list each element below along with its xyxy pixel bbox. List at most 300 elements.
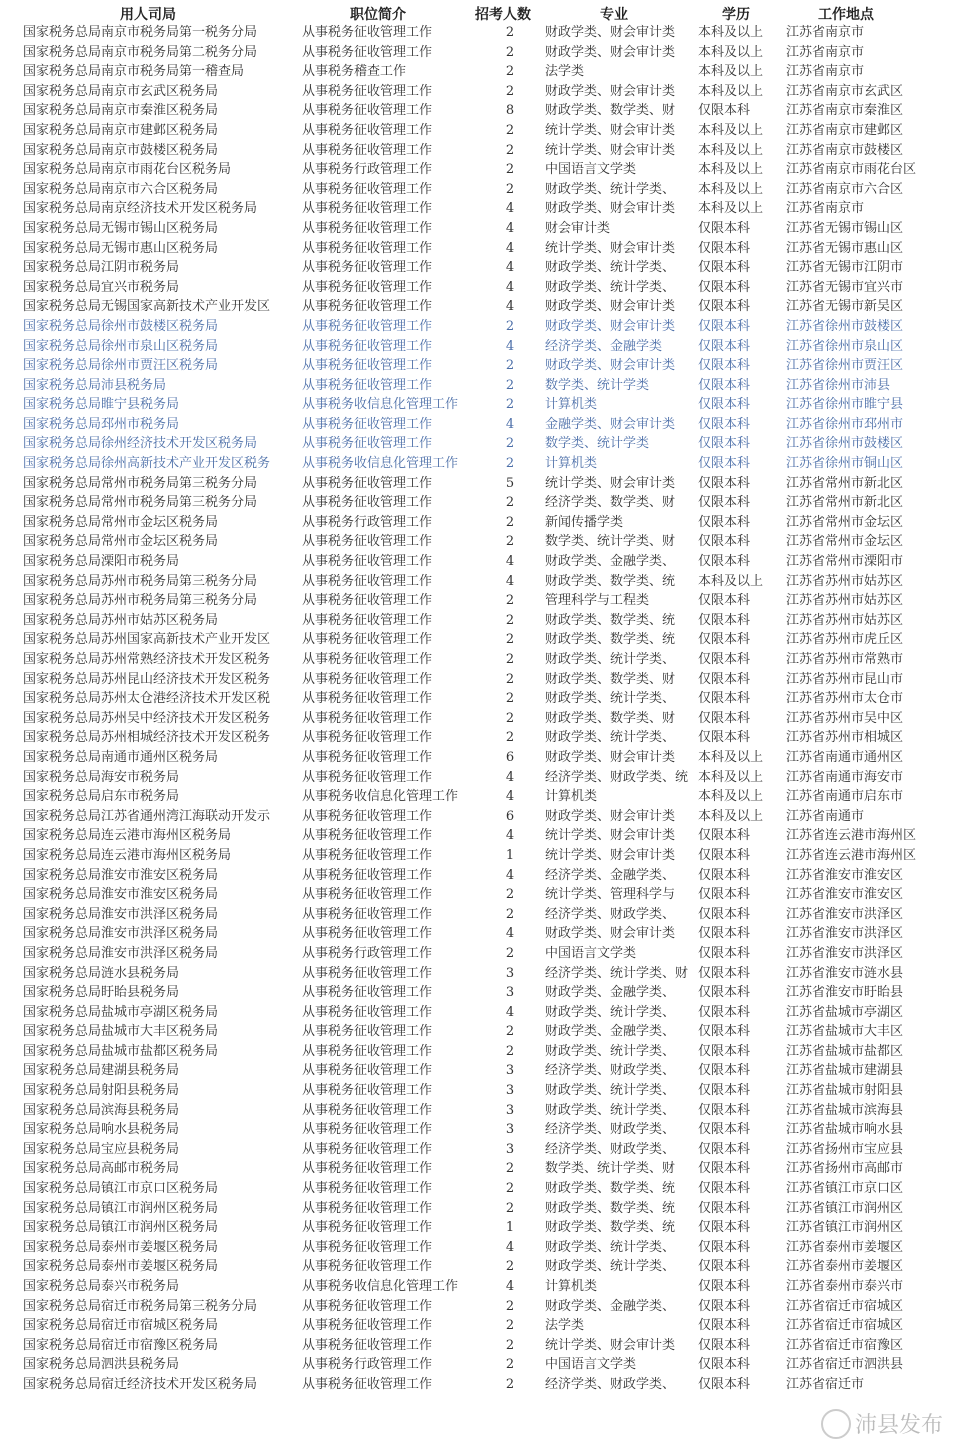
location-cell: 江苏省常州市溧阳市 [786,554,904,570]
org-cell: 国家税务总局江阴市税务局 [23,260,180,276]
major-cell: 财政学类、统计学类、 [545,1239,676,1255]
table-row [0,709,953,729]
major-cell: 财政学类、财会审计类 [545,299,676,315]
table-row [0,1336,953,1356]
org-cell: 国家税务总局无锡市锡山区税务局 [23,220,219,236]
org-cell: 国家税务总局镇江市润州区税务局 [23,1220,219,1236]
edu-cell: 仅限本科 [698,1298,751,1314]
count-cell: 5 [505,475,515,491]
major-cell: 金融学类、财会审计类 [545,416,676,432]
count-cell: 4 [505,279,515,295]
location-cell: 江苏省盐城市盐都区 [786,1043,904,1059]
location-cell: 江苏省南京市 [786,201,865,217]
major-cell: 财政学类、财会审计类 [545,44,676,60]
org-cell: 国家税务总局滨海县税务局 [23,1102,180,1118]
location-cell: 江苏省宿迁市宿城区 [786,1318,904,1334]
major-cell: 新闻传播学类 [545,514,624,530]
job-cell: 从事税务征收管理工作 [302,554,433,570]
location-cell: 江苏省盐城市射阳县 [786,1083,904,1099]
major-cell: 统计学类、财会审计类 [545,142,676,158]
org-cell: 国家税务总局宝应县税务局 [23,1141,180,1157]
table-row [0,944,953,964]
job-cell: 从事税务征收管理工作 [302,632,433,648]
job-cell: 从事税务征收管理工作 [302,318,433,334]
location-cell: 江苏省淮安市洪泽区 [786,945,904,961]
major-cell: 财政学类、统计学类、 [545,1004,676,1020]
edu-cell: 本科及以上 [698,789,764,805]
org-cell: 国家税务总局射阳县税务局 [23,1083,180,1099]
header-org: 用人司局 [120,7,176,23]
table-row [0,1179,953,1199]
major-cell: 财政学类、统计学类、 [545,1259,676,1275]
table-row [0,1159,953,1179]
table-row [0,1257,953,1277]
location-cell: 江苏省南京市 [786,44,865,60]
org-cell: 国家税务总局涟水县税务局 [23,965,180,981]
job-cell: 从事税务收信息化管理工作 [302,456,459,472]
location-cell: 江苏省连云港市海州区 [786,847,917,863]
count-cell: 4 [505,1239,515,1255]
org-cell: 国家税务总局南京市税务局第二税务分局 [23,44,258,60]
location-cell: 江苏省苏州市姑苏区 [786,612,904,628]
table-row [0,1003,953,1023]
edu-cell: 本科及以上 [698,83,764,99]
job-cell: 从事税务征收管理工作 [302,749,433,765]
edu-cell: 仅限本科 [698,1083,751,1099]
org-cell: 国家税务总局常州市税务局第三税务分局 [23,495,258,511]
major-cell: 计算机类 [545,789,598,805]
count-cell: 4 [505,867,515,883]
org-cell: 国家税务总局泗洪县税务局 [23,1357,180,1373]
major-cell: 财政学类、金融学类、 [545,554,676,570]
table-row [0,239,953,259]
job-cell: 从事税务征收管理工作 [302,1161,433,1177]
major-cell: 财政学类、统计学类、 [545,1083,676,1099]
org-cell: 国家税务总局淮安市淮安区税务局 [23,887,219,903]
count-cell: 2 [505,652,515,667]
location-cell: 江苏省常州市新北区 [786,495,904,511]
header-location: 工作地点 [818,7,874,23]
job-cell: 从事税务征收管理工作 [302,652,433,667]
major-cell: 财政学类、统计学类、 [545,181,676,197]
location-cell: 江苏省连云港市海州区 [786,828,917,844]
job-cell: 从事税务行政管理工作 [302,514,433,530]
edu-cell: 仅限本科 [698,632,751,648]
job-cell: 从事税务征收管理工作 [302,965,433,981]
count-cell: 4 [505,201,515,217]
count-cell: 4 [505,1004,515,1020]
location-cell: 江苏省盐城市滨海县 [786,1102,904,1118]
org-cell: 国家税务总局苏州吴中经济技术开发区税务 [23,710,271,726]
table-row [0,278,953,298]
major-cell: 经济学类、金融学类、 [545,867,676,883]
edu-cell: 仅限本科 [698,847,751,863]
org-cell: 国家税务总局南通市通州区税务局 [23,749,219,765]
location-cell: 江苏省南京市鼓楼区 [786,142,904,158]
org-cell: 国家税务总局常州市税务局第三税务分局 [23,475,258,491]
major-cell: 财政学类、数学类、统 [545,1200,676,1216]
location-cell: 江苏省扬州市高邮市 [786,1161,904,1177]
job-cell: 从事税务征收管理工作 [302,1043,433,1059]
table-row [0,160,953,180]
table-row [0,787,953,807]
count-cell: 2 [505,1259,515,1275]
table-row [0,1061,953,1081]
edu-cell: 仅限本科 [698,1181,751,1197]
count-cell: 2 [505,377,515,393]
org-cell: 国家税务总局淮安市洪泽区税务局 [23,945,219,961]
edu-cell: 仅限本科 [698,377,751,393]
count-cell: 1 [505,1220,515,1236]
location-cell: 江苏省淮安市涟水县 [786,965,904,981]
table-row [0,846,953,866]
job-cell: 从事税务征收管理工作 [302,338,433,354]
org-cell: 国家税务总局连云港市海州区税务局 [23,847,232,863]
edu-cell: 仅限本科 [698,260,751,276]
count-cell: 2 [505,514,515,530]
job-cell: 从事税务行政管理工作 [302,162,433,178]
count-cell: 4 [505,789,515,805]
edu-cell: 仅限本科 [698,1337,751,1353]
location-cell: 江苏省南京市玄武区 [786,83,904,99]
job-cell: 从事税务征收管理工作 [302,1318,433,1334]
job-cell: 从事税务征收管理工作 [302,122,433,138]
job-cell: 从事税务征收管理工作 [302,240,433,256]
header-major: 专业 [600,7,628,23]
table-row [0,395,953,415]
count-cell: 2 [505,671,515,687]
edu-cell: 仅限本科 [698,945,751,961]
job-cell: 从事税务征收管理工作 [302,985,433,1001]
major-cell: 财政学类、数学类、财 [545,710,676,726]
org-cell: 国家税务总局邳州市税务局 [23,416,180,432]
job-cell: 从事税务征收管理工作 [302,495,433,511]
edu-cell: 仅限本科 [698,710,751,726]
edu-cell: 本科及以上 [698,181,764,197]
location-cell: 江苏省淮安市淮安区 [786,867,904,883]
table-row [0,356,953,376]
location-cell: 江苏省南通市海安市 [786,769,904,785]
org-cell: 国家税务总局南京市税务局第一稽查局 [23,64,245,80]
org-cell: 国家税务总局南京市雨花台区税务局 [23,162,232,178]
job-cell: 从事税务征收管理工作 [302,1200,433,1216]
job-cell: 从事税务行政管理工作 [302,945,433,961]
location-cell: 江苏省宿迁市宿豫区 [786,1337,904,1353]
count-cell: 2 [505,1024,515,1040]
count-cell: 4 [505,769,515,785]
count-cell: 4 [505,240,515,256]
org-cell: 国家税务总局苏州市税务局第三税务分局 [23,573,258,589]
location-cell: 江苏省镇江市京口区 [786,1181,904,1197]
table-row [0,1199,953,1219]
edu-cell: 仅限本科 [698,240,751,256]
job-cell: 从事税务征收管理工作 [302,1239,433,1255]
job-cell: 从事税务征收管理工作 [302,279,433,295]
count-cell: 2 [505,1161,515,1177]
edu-cell: 仅限本科 [698,436,751,452]
edu-cell: 仅限本科 [698,220,751,236]
org-cell: 国家税务总局宿迁市宿豫区税务局 [23,1337,219,1353]
job-cell: 从事税务收信息化管理工作 [302,1279,459,1294]
edu-cell: 仅限本科 [698,1004,751,1020]
count-cell: 2 [505,142,515,158]
count-cell: 2 [505,730,515,746]
job-cell: 从事税务征收管理工作 [302,573,433,589]
count-cell: 2 [505,162,515,178]
count-cell: 3 [505,965,515,981]
major-cell: 经济学类、数学类、财 [545,495,676,511]
edu-cell: 仅限本科 [698,1200,751,1216]
table-row [0,23,953,43]
location-cell: 江苏省盐城市亭湖区 [786,1004,904,1020]
org-cell: 国家税务总局淮安市淮安区税务局 [23,867,219,883]
major-cell: 财政学类、财会审计类 [545,201,676,217]
major-cell: 财政学类、统计学类、 [545,279,676,295]
org-cell: 国家税务总局睢宁县税务局 [23,397,180,413]
major-cell: 中国语言文学类 [545,162,637,178]
table-row [0,43,953,63]
edu-cell: 仅限本科 [698,475,751,491]
count-cell: 2 [505,691,515,707]
edu-cell: 仅限本科 [698,906,751,922]
table-row [0,1238,953,1258]
table-row [0,474,953,494]
count-cell: 2 [505,83,515,99]
major-cell: 财政学类、财会审计类 [545,318,676,334]
job-cell: 从事税务征收管理工作 [302,828,433,844]
major-cell: 财会审计类 [545,220,611,236]
count-cell: 2 [505,1298,515,1314]
major-cell: 财政学类、统计学类、 [545,1102,676,1118]
table-row [0,434,953,454]
job-cell: 从事税务征收管理工作 [302,260,433,276]
count-cell: 4 [505,573,515,589]
org-cell: 国家税务总局盐城市大丰区税务局 [23,1024,219,1040]
edu-cell: 仅限本科 [698,397,751,413]
table-row [0,454,953,474]
job-cell: 从事税务征收管理工作 [302,1063,433,1079]
count-cell: 2 [505,1181,515,1197]
edu-cell: 仅限本科 [698,985,751,1001]
major-cell: 经济学类、财政学类、 [545,906,676,922]
job-cell: 从事税务征收管理工作 [302,691,433,707]
table-row [0,532,953,552]
table-row [0,1277,953,1297]
table-row [0,258,953,278]
job-cell: 从事税务征收管理工作 [302,534,433,550]
edu-cell: 本科及以上 [698,749,764,765]
job-cell: 从事税务征收管理工作 [302,358,433,374]
org-cell: 国家税务总局江苏省通州湾江海联动开发示 [23,808,271,824]
table-row [0,728,953,748]
job-cell: 从事税务征收管理工作 [302,44,433,60]
major-cell: 计算机类 [545,456,598,472]
location-cell: 江苏省南京市 [786,64,865,80]
location-cell: 江苏省泰州市姜堰区 [786,1259,904,1275]
location-cell: 江苏省宿迁市 [786,1376,865,1392]
location-cell: 江苏省无锡市惠山区 [786,240,904,256]
org-cell: 国家税务总局淮安市洪泽区税务局 [23,926,219,942]
table-row [0,101,953,121]
job-cell: 从事税务征收管理工作 [302,926,433,942]
edu-cell: 本科及以上 [698,122,764,138]
table-row [0,1355,953,1375]
major-cell: 管理科学与工程类 [545,593,650,609]
org-cell: 国家税务总局南京市税务局第一税务分局 [23,25,258,40]
location-cell: 江苏省盐城市建湖县 [786,1063,904,1079]
location-cell: 江苏省无锡市江阴市 [786,260,904,276]
edu-cell: 仅限本科 [698,338,751,354]
job-cell: 从事税务征收管理工作 [302,83,433,99]
edu-cell: 本科及以上 [698,808,764,824]
table-row [0,905,953,925]
location-cell: 江苏省泰州市姜堰区 [786,1239,904,1255]
location-cell: 江苏省镇江市润州区 [786,1220,904,1236]
org-cell: 国家税务总局宜兴市税务局 [23,279,180,295]
major-cell: 经济学类、财政学类、 [545,1376,676,1392]
major-cell: 统计学类、财会审计类 [545,847,676,863]
count-cell: 2 [505,181,515,197]
edu-cell: 仅限本科 [698,299,751,315]
table-row [0,1081,953,1101]
count-cell: 2 [505,612,515,628]
job-cell: 从事税务征收管理工作 [302,808,433,824]
major-cell: 财政学类、数学类、统 [545,573,676,589]
major-cell: 计算机类 [545,397,598,413]
job-cell: 从事税务征收管理工作 [302,1102,433,1118]
header-edu: 学历 [722,7,750,23]
org-cell: 国家税务总局常州市金坛区税务局 [23,514,219,530]
table-row [0,1022,953,1042]
major-cell: 财政学类、财会审计类 [545,926,676,942]
job-cell: 从事税务征收管理工作 [302,1376,433,1392]
major-cell: 财政学类、统计学类、 [545,1043,676,1059]
location-cell: 江苏省扬州市宝应县 [786,1141,904,1157]
major-cell: 统计学类、财会审计类 [545,240,676,256]
job-cell: 从事税务征收管理工作 [302,436,433,452]
table-row [0,82,953,102]
table-row [0,1297,953,1317]
org-cell: 国家税务总局建湖县税务局 [23,1063,180,1079]
edu-cell: 仅限本科 [698,867,751,883]
count-cell: 2 [505,397,515,413]
count-cell: 2 [505,44,515,60]
table-header [0,2,953,24]
major-cell: 财政学类、数学类、统 [545,1181,676,1197]
org-cell: 国家税务总局盱眙县税务局 [23,985,180,1001]
count-cell: 2 [505,945,515,961]
edu-cell: 仅限本科 [698,1376,751,1392]
org-cell: 国家税务总局镇江市京口区税务局 [23,1181,219,1197]
edu-cell: 仅限本科 [698,103,751,119]
location-cell: 江苏省镇江市润州区 [786,1200,904,1216]
table-row [0,141,953,161]
location-cell: 江苏省徐州市沛县 [786,377,891,393]
org-cell: 国家税务总局苏州市税务局第三税务分局 [23,593,258,609]
count-cell: 4 [505,554,515,570]
job-cell: 从事税务征收管理工作 [302,1298,433,1314]
major-cell: 经济学类、财政学类、统 [545,769,689,785]
edu-cell: 仅限本科 [698,1043,751,1059]
count-cell: 2 [505,906,515,922]
location-cell: 江苏省南通市启东市 [786,789,904,805]
location-cell: 江苏省苏州市吴中区 [786,710,904,726]
org-cell: 国家税务总局启东市税务局 [23,789,180,805]
location-cell: 江苏省苏州市昆山市 [786,671,904,687]
table-row [0,337,953,357]
edu-cell: 本科及以上 [698,25,764,40]
edu-cell: 仅限本科 [698,1161,751,1177]
location-cell: 江苏省宿迁市泗洪县 [786,1357,904,1373]
job-cell: 从事税务征收管理工作 [302,593,433,609]
recruitment-table [0,23,953,1395]
job-cell: 从事税务收信息化管理工作 [302,397,459,413]
edu-cell: 仅限本科 [698,1357,751,1373]
count-cell: 4 [505,1279,515,1294]
table-row [0,768,953,788]
count-cell: 3 [505,1063,515,1079]
location-cell: 江苏省苏州市常熟市 [786,652,904,667]
edu-cell: 仅限本科 [698,1122,751,1138]
job-cell: 从事税务征收管理工作 [302,710,433,726]
job-cell: 从事税务征收管理工作 [302,867,433,883]
org-cell: 国家税务总局海安市税务局 [23,769,180,785]
count-cell: 2 [505,1376,515,1392]
count-cell: 3 [505,1083,515,1099]
count-cell: 2 [505,358,515,374]
org-cell: 国家税务总局徐州经济技术开发区税务局 [23,436,258,452]
location-cell: 江苏省苏州市虎丘区 [786,632,904,648]
org-cell: 国家税务总局徐州高新技术产业开发区税务 [23,456,271,472]
edu-cell: 仅限本科 [698,730,751,746]
major-cell: 财政学类、数学类、统 [545,1220,676,1236]
edu-cell: 仅限本科 [698,318,751,334]
location-cell: 江苏省淮安市盱眙县 [786,985,904,1001]
location-cell: 江苏省徐州市贾汪区 [786,358,904,374]
table-row [0,1042,953,1062]
count-cell: 1 [505,847,515,863]
edu-cell: 仅限本科 [698,887,751,903]
major-cell: 数学类、统计学类 [545,436,650,452]
major-cell: 经济学类、财政学类、 [545,1063,676,1079]
org-cell: 国家税务总局无锡国家高新技术产业开发区 [23,299,271,315]
count-cell: 2 [505,1337,515,1353]
edu-cell: 仅限本科 [698,1279,751,1294]
location-cell: 江苏省徐州市鼓楼区 [786,318,904,334]
location-cell: 江苏省苏州市太仓市 [786,691,904,707]
job-cell: 从事税务征收管理工作 [302,671,433,687]
count-cell: 4 [505,926,515,942]
major-cell: 数学类、统计学类 [545,377,650,393]
count-cell: 8 [505,103,515,119]
job-cell: 从事税务征收管理工作 [302,847,433,863]
location-cell: 江苏省盐城市响水县 [786,1122,904,1138]
header-job: 职位简介 [350,7,406,23]
job-cell: 从事税务征收管理工作 [302,25,433,40]
job-cell: 从事税务征收管理工作 [302,299,433,315]
table-row [0,572,953,592]
table-row [0,199,953,219]
org-cell: 国家税务总局徐州市鼓楼区税务局 [23,318,219,334]
major-cell: 财政学类、财会审计类 [545,25,676,40]
edu-cell: 仅限本科 [698,279,751,295]
edu-cell: 仅限本科 [698,1259,751,1275]
table-row [0,964,953,984]
job-cell: 从事税务征收管理工作 [302,416,433,432]
major-cell: 计算机类 [545,1279,598,1294]
org-cell: 国家税务总局苏州昆山经济技术开发区税务 [23,671,271,687]
location-cell: 江苏省无锡市锡山区 [786,220,904,236]
